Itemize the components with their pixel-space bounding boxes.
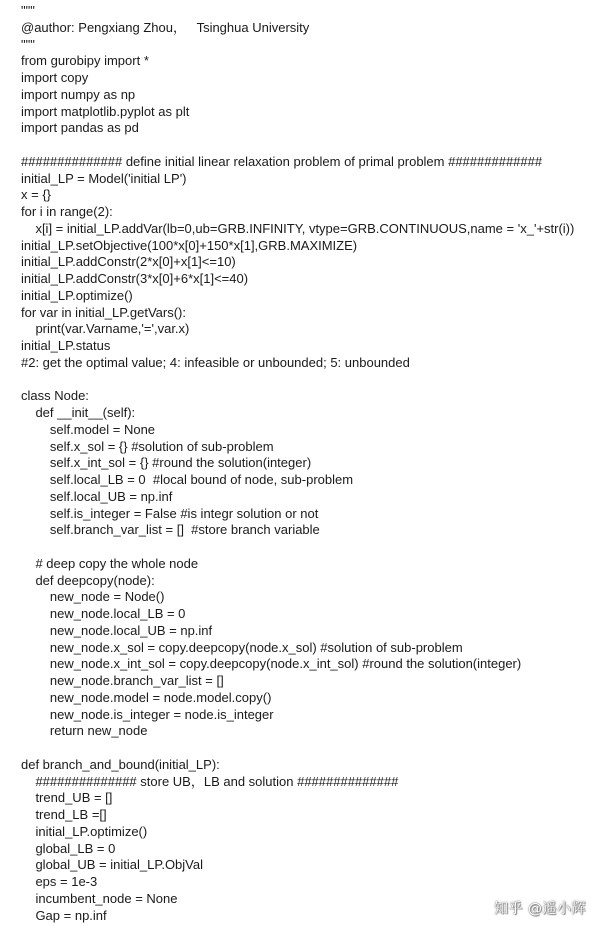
code-line: import numpy as np (21, 86, 136, 102)
code-line: return new_node (21, 723, 148, 739)
code-line: new_node.local_LB = 0 (21, 606, 186, 621)
code-line: Gap = np.inf (21, 907, 107, 923)
code-line: #2: get the optimal value; 4: infeasible or unbounded; 5: unbounded (21, 354, 410, 370)
code-line: initial_LP.addConstr(2*x[0]+x[1]<=10) (21, 254, 236, 270)
code-line: global_LB = 0 (21, 840, 116, 856)
watermark: 知乎 @遥小辉 (494, 901, 586, 917)
code-line: ############## define initial linear relaxation problem of primal problem ############# (21, 153, 543, 169)
code-line: x = {} (21, 187, 51, 203)
code-line: new_node.x_sol = copy.deepcopy(node.x_sol) #solution of sub-problem (21, 639, 463, 655)
code-line: new_node = Node() (21, 589, 165, 605)
code-line: new_node.is_integer = node.is_integer (21, 706, 274, 722)
code-line: import pandas as pd (21, 120, 139, 136)
code-line: def deepcopy(node): (21, 572, 155, 588)
code-line (21, 539, 600, 556)
code-line: for var in initial_LP.getVars(): (21, 304, 186, 320)
code-line: self.is_integer = False #is integr solution or not (21, 505, 319, 521)
code-line: eps = 1e-3 (21, 874, 98, 889)
code-line: self.x_int_sol = {} #round the solution(integer) (21, 455, 312, 471)
code-line: """ (21, 3, 35, 18)
code-line: new_node.branch_var_list = [] (21, 673, 224, 688)
code-line (21, 137, 600, 154)
code-line: initial_LP.addConstr(3*x[0]+6*x[1]<=40) (21, 271, 249, 286)
code-line: new_node.x_int_sol = copy.deepcopy(node.x_int_sol) #round the solution(integer) (21, 656, 522, 672)
code-line: # deep copy the whole node (21, 555, 199, 571)
code-line: def __init__(self): (21, 405, 136, 420)
code-line: def branch_and_bound(initial_LP): (21, 756, 220, 772)
code-line: class Node: (21, 388, 89, 404)
code-line: trend_UB = [] (21, 790, 113, 806)
code-line: self.local_LB = 0 #local bound of node, sub-problem (21, 472, 354, 487)
code-line: ############## store UB，LB and solution ############## (21, 773, 399, 789)
code-line: initial_LP.setObjective(100*x[0]+150*x[1],GRB.MAXIMIZE) (21, 237, 358, 253)
code-line: self.x_sol = {} #solution of sub-problem (21, 438, 274, 454)
code-line: print(var.Varname,'=',var.x) (21, 321, 190, 337)
code-line: trend_LB =[] (21, 807, 107, 822)
code-line (21, 372, 600, 389)
code-line: from gurobipy import * (21, 53, 149, 69)
code-line: @author: Pengxiang Zhou， Tsinghua University (21, 19, 310, 35)
code-line: for i in range(2): (21, 204, 113, 219)
code-line: new_node.local_UB = np.inf (21, 622, 213, 638)
code-line: initial_LP.optimize() (21, 287, 133, 303)
code-line (21, 740, 600, 757)
code-listing (21, 3, 600, 924)
code-line: self.model = None (21, 421, 156, 437)
code-line: initial_LP = Model('initial LP') (21, 170, 187, 186)
code-line: new_node.model = node.model.copy() (21, 689, 272, 705)
code-line: initial_LP.optimize() (21, 823, 148, 839)
code-line: x[i] = initial_LP.addVar(lb=0,ub=GRB.INFINITY, vtype=GRB.CONTINUOUS,name = 'x_'+str(i)) (21, 220, 575, 236)
code-line: initial_LP.status (21, 338, 111, 353)
code-line: import matplotlib.pyplot as plt (21, 103, 190, 119)
code-line: self.local_UB = np.inf (21, 488, 173, 504)
code-line: self.branch_var_list = [] #store branch variable (21, 522, 320, 538)
code-line: global_UB = initial_LP.ObjVal (21, 857, 203, 873)
code-line: """ (21, 36, 35, 52)
code-line: incumbent_node = None (21, 890, 178, 906)
code-line: import copy (21, 70, 89, 85)
